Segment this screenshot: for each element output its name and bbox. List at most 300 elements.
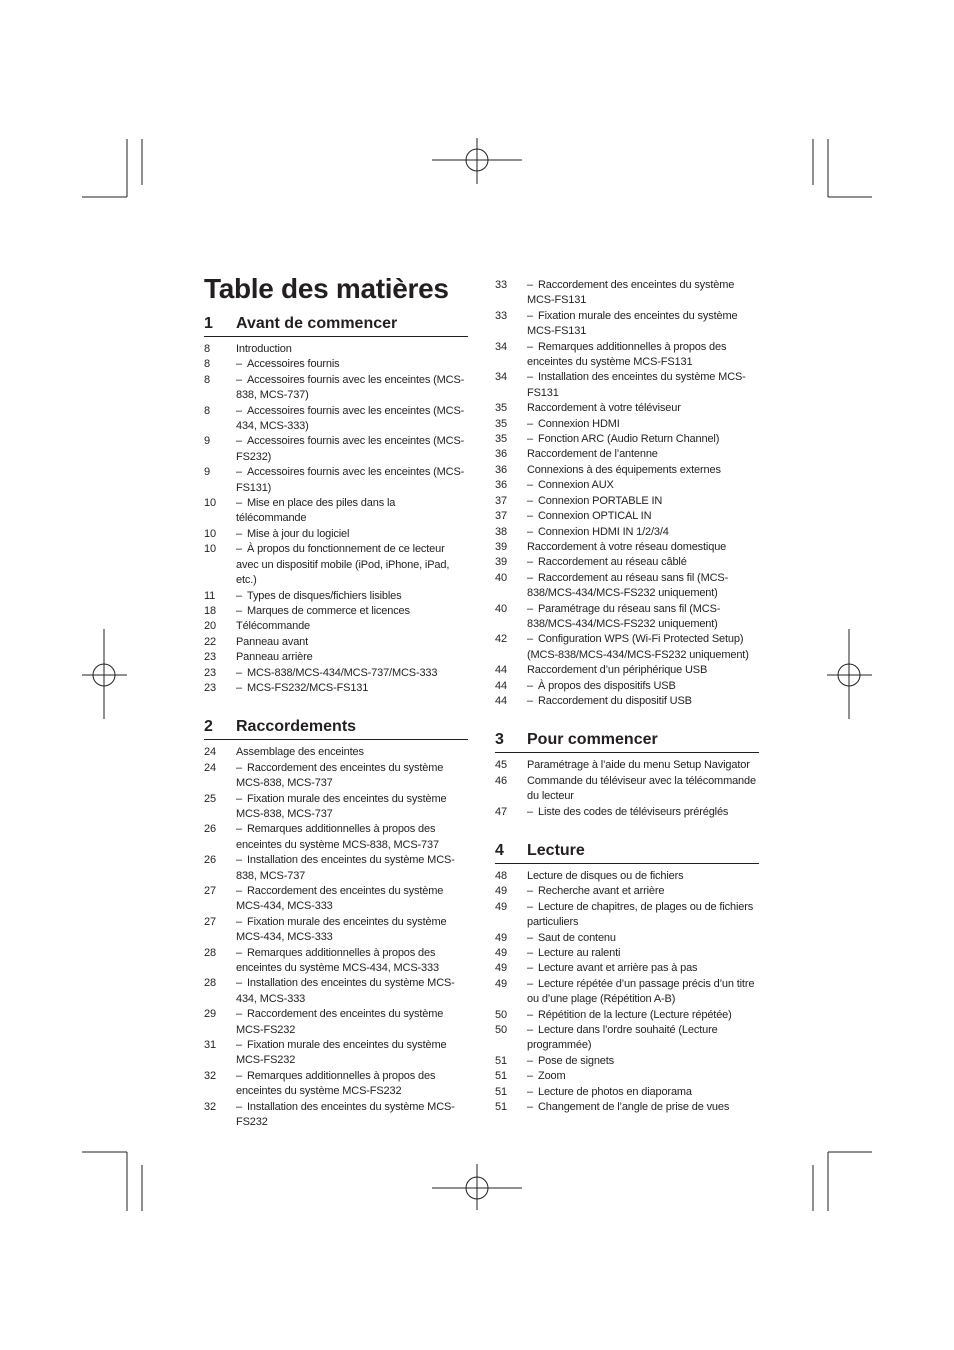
toc-entry xyxy=(204,884,468,915)
toc-entry-page: 51 xyxy=(495,1070,507,1083)
toc-entry-label: Connexion HDMI xyxy=(538,417,620,430)
toc-entry-text xyxy=(236,635,468,650)
sub-entry-dash: – xyxy=(236,854,242,867)
toc-entry-text xyxy=(527,463,759,478)
toc-entry-label: Installation des enceintes du système MCS-838, MCS-737 xyxy=(236,854,455,882)
toc-entry-text xyxy=(527,774,759,805)
toc-entry-page: 49 xyxy=(495,931,507,944)
toc-entry-page: 51 xyxy=(495,1085,507,1098)
page-title: Table des matières xyxy=(204,273,449,304)
toc-column-left xyxy=(204,313,468,1131)
sub-entry-dash: – xyxy=(236,527,242,540)
section-spacer xyxy=(495,709,759,729)
sub-entry-dash: – xyxy=(236,915,242,928)
toc-entry-text xyxy=(236,604,468,619)
toc-entry-text xyxy=(527,370,759,401)
toc-entry-text xyxy=(527,1023,759,1054)
toc-entry-page: 24 xyxy=(204,761,216,774)
toc-entry-page: 35 xyxy=(495,417,507,430)
sub-entry-dash: – xyxy=(527,694,533,707)
sub-entry-dash: – xyxy=(236,666,242,679)
toc-entry xyxy=(495,1069,759,1084)
sub-entry-dash: – xyxy=(236,977,242,990)
toc-entry-text xyxy=(236,619,468,634)
toc-entry-label: Raccordement de l’antenne xyxy=(527,448,658,461)
sub-entry-dash: – xyxy=(527,556,533,569)
toc-entry xyxy=(495,540,759,555)
toc-entry-label: Raccordement au réseau sans fil (MCS-838/MCS-434/MCS-FS232 uniquement) xyxy=(527,571,729,600)
toc-entry-label: Lecture au ralenti xyxy=(538,947,621,960)
section-number: 4 xyxy=(495,842,504,859)
toc-entry-label: Raccordement d’un périphérique USB xyxy=(527,664,708,677)
registration-mark-bottom xyxy=(432,1164,522,1210)
toc-entry-label: Installation des enceintes du système MCS-FS131 xyxy=(527,371,746,399)
toc-entry-text xyxy=(236,357,468,372)
toc-entry xyxy=(495,463,759,478)
toc-entry xyxy=(495,900,759,931)
toc-entry-text xyxy=(236,1069,468,1100)
toc-entry-page: 8 xyxy=(204,358,210,371)
sub-entry-dash: – xyxy=(236,373,242,386)
sub-entry-dash: – xyxy=(527,1085,533,1098)
toc-entry-text xyxy=(527,602,759,633)
toc-entry-text xyxy=(527,555,759,570)
toc-entry-text xyxy=(527,509,759,524)
sub-entry-dash: – xyxy=(527,433,533,446)
toc-entry xyxy=(204,404,468,435)
sub-entry-dash: – xyxy=(236,358,242,371)
sub-entry-dash: – xyxy=(527,962,533,975)
toc-entry xyxy=(204,946,468,977)
toc-section xyxy=(204,313,468,696)
toc-entry-page: 28 xyxy=(204,946,216,959)
toc-entry-page: 44 xyxy=(495,664,507,677)
sub-entry-dash: – xyxy=(527,805,533,818)
toc-entry-label: Raccordement à votre téléviseur xyxy=(527,402,681,415)
toc-entry-page: 44 xyxy=(495,694,507,707)
sub-entry-dash: – xyxy=(527,885,533,898)
toc-entry-page: 23 xyxy=(204,666,216,679)
toc-entry-label: Fonction ARC (Audio Return Channel) xyxy=(538,433,720,446)
section-title: Lecture xyxy=(527,842,585,859)
toc-entry-page: 49 xyxy=(495,977,507,990)
toc-entry-text xyxy=(236,1007,468,1038)
section-title: Raccordements xyxy=(236,718,357,736)
sub-entry-dash: – xyxy=(527,479,533,492)
toc-entry-text xyxy=(527,309,759,340)
sub-entry-dash: – xyxy=(236,761,242,774)
toc-entry-page: 44 xyxy=(495,679,507,692)
toc-entry-text xyxy=(236,496,468,527)
toc-entry xyxy=(495,370,759,401)
toc-entry-label: Changement de l’angle de prise de vues xyxy=(538,1101,730,1114)
toc-entry-label: Raccordement des enceintes du système MCS-FS131 xyxy=(527,279,735,307)
toc-entry-label: Remarques additionnelles à propos des enceintes du système MCS-434, MCS-333 xyxy=(236,946,439,975)
toc-entry-label: Commande du téléviseur avec la télécommande du lecteur xyxy=(527,774,756,803)
toc-entry-label: Raccordement des enceintes du système MCS-838, MCS-737 xyxy=(236,761,444,790)
toc-entry-page: 47 xyxy=(495,805,507,818)
toc-entry-text xyxy=(236,465,468,496)
section-title: Pour commencer xyxy=(527,731,658,749)
toc-entry-text xyxy=(527,340,759,371)
sub-entry-dash: – xyxy=(236,946,242,959)
toc-entry xyxy=(204,1100,468,1131)
toc-entry-page: 8 xyxy=(204,343,210,355)
sub-entry-dash: – xyxy=(527,510,533,523)
sub-entry-dash: – xyxy=(236,604,242,617)
toc-entry-label: Lecture dans l’ordre souhaité (Lecture programmée) xyxy=(527,1024,718,1052)
toc-entry-text xyxy=(236,884,468,915)
toc-entry-page: 8 xyxy=(204,404,210,417)
toc-entry-label: À propos du fonctionnement de ce lecteur avec un dispositif mobile (iPod, iPhone, iPad, etc.) xyxy=(236,543,450,587)
toc-entry xyxy=(204,1038,468,1069)
toc-entry-text xyxy=(236,976,468,1007)
toc-entry xyxy=(495,417,759,432)
toc-entry xyxy=(495,869,759,884)
toc-entry-text xyxy=(236,434,468,465)
toc-entry-page: 49 xyxy=(495,962,507,975)
toc-entry-page: 23 xyxy=(204,681,216,694)
toc-entry xyxy=(495,447,759,462)
toc-entry-text xyxy=(527,961,759,976)
toc-entry-page: 40 xyxy=(495,602,507,615)
toc-entry-label: Accessoires fournis avec les enceintes (MCS-FS232) xyxy=(236,435,465,463)
toc-entry xyxy=(495,774,759,805)
toc-entry-label: Raccordement des enceintes du système MCS-434, MCS-333 xyxy=(236,885,444,913)
toc-entry-page: 48 xyxy=(495,870,507,882)
sub-entry-dash: – xyxy=(527,1024,533,1037)
toc-entry-text xyxy=(527,525,759,540)
sub-entry-dash: – xyxy=(527,1101,533,1114)
toc-entry-label: MCS-838/MCS-434/MCS-737/MCS-333 xyxy=(247,666,438,679)
toc-entry-page: 49 xyxy=(495,900,507,913)
toc-entry-page: 51 xyxy=(495,1054,507,1067)
toc-entry-page: 33 xyxy=(495,279,507,291)
registration-mark-left xyxy=(82,629,127,719)
toc-entry xyxy=(495,694,759,709)
toc-entry-label: Types de disques/fichiers lisibles xyxy=(247,589,402,602)
toc-entry xyxy=(495,977,759,1008)
toc-entry-text xyxy=(527,1085,759,1100)
toc-entry xyxy=(204,542,468,588)
toc-entry-label: Remarques additionnelles à propos des enceintes du système MCS-FS232 xyxy=(236,1069,436,1098)
toc-entry-page: 38 xyxy=(495,525,507,538)
section-number: 2 xyxy=(204,718,213,736)
toc-entry-text xyxy=(236,681,468,696)
registration-mark-right xyxy=(827,629,872,719)
toc-entry xyxy=(204,681,468,696)
toc-entry-text xyxy=(527,869,759,884)
toc-entry-text xyxy=(527,632,759,663)
toc-entry-page: 20 xyxy=(204,620,216,633)
toc-entry-text xyxy=(527,663,759,678)
toc-entry-label: Fixation murale des enceintes du système MCS-434, MCS-333 xyxy=(236,915,447,944)
sub-entry-dash: – xyxy=(527,417,533,430)
toc-entry xyxy=(204,666,468,681)
sub-entry-dash: – xyxy=(236,497,242,510)
toc-entry-label: Raccordement au réseau câblé xyxy=(538,556,687,569)
toc-entry-page: 10 xyxy=(204,497,216,510)
toc-entry xyxy=(204,434,468,465)
toc-entry xyxy=(204,635,468,650)
toc-entry-label: Assemblage des enceintes xyxy=(236,746,364,759)
toc-entry-label: Lecture avant et arrière pas à pas xyxy=(538,962,698,975)
toc-entry-label: Connexion HDMI IN 1/2/3/4 xyxy=(538,525,669,538)
toc-column-right xyxy=(495,278,759,1116)
toc-entry-page: 29 xyxy=(204,1008,216,1021)
toc-entry-text xyxy=(236,946,468,977)
toc-entry-label: Installation des enceintes du système MCS-FS232 xyxy=(236,1100,455,1129)
toc-entry-text xyxy=(527,278,759,309)
toc-entry-page: 34 xyxy=(495,340,507,353)
toc-entry-page: 49 xyxy=(495,885,507,898)
toc-entry-page: 49 xyxy=(495,947,507,960)
toc-entry-label: Remarques additionnelles à propos des enceintes du système MCS-FS131 xyxy=(527,340,727,369)
sub-entry-dash: – xyxy=(527,1008,533,1021)
toc-entry-page: 11 xyxy=(204,589,216,602)
toc-entry-label: Pose de signets xyxy=(538,1054,615,1067)
toc-entry-label: Connexion PORTABLE IN xyxy=(538,494,663,507)
toc-entry-page: 45 xyxy=(495,759,507,772)
toc-entry-page: 33 xyxy=(495,309,507,322)
toc-entry xyxy=(204,465,468,496)
sub-entry-dash: – xyxy=(236,885,242,897)
toc-entry-text xyxy=(527,417,759,432)
toc-entry-label: Recherche avant et arrière xyxy=(538,885,665,898)
toc-entry-label: Mise à jour du logiciel xyxy=(247,527,350,540)
toc-entry-page: 36 xyxy=(495,479,507,492)
toc-entry-text xyxy=(236,589,468,604)
toc-entry-text xyxy=(236,527,468,542)
toc-entry xyxy=(495,309,759,340)
section-heading xyxy=(204,313,468,337)
toc-entry-page: 36 xyxy=(495,463,507,476)
toc-entry-text xyxy=(236,1038,468,1069)
toc-entry-text xyxy=(527,401,759,416)
toc-entry xyxy=(495,679,759,694)
toc-entry-page: 40 xyxy=(495,571,507,584)
section-spacer xyxy=(204,696,468,716)
toc-entry-text xyxy=(236,915,468,946)
toc-entry-page: 10 xyxy=(204,543,216,556)
toc-entry-text xyxy=(236,761,468,792)
toc-entry-page: 37 xyxy=(495,494,507,507)
sub-entry-dash: – xyxy=(236,589,242,602)
toc-entry-text xyxy=(236,666,468,681)
toc-entry xyxy=(204,342,468,357)
section-heading xyxy=(204,716,468,740)
sub-entry-dash: – xyxy=(527,1054,533,1067)
sub-entry-dash: – xyxy=(527,1070,533,1083)
sub-entry-dash: – xyxy=(527,371,533,384)
toc-entry-page: 46 xyxy=(495,774,507,787)
toc-entry-label: Lecture de photos en diaporama xyxy=(538,1085,692,1098)
sub-entry-dash: – xyxy=(527,931,533,944)
toc-entry xyxy=(204,357,468,372)
toc-section xyxy=(204,716,468,1130)
sub-entry-dash: – xyxy=(236,435,242,448)
toc-entry-page: 10 xyxy=(204,527,216,540)
toc-entry-text xyxy=(527,540,759,555)
toc-entry-label: Panneau arrière xyxy=(236,651,313,664)
toc-entry-text xyxy=(527,900,759,931)
section-spacer xyxy=(495,820,759,840)
toc-entry-text xyxy=(236,745,468,760)
toc-entry-text xyxy=(527,694,759,709)
toc-entry-label: Connexion AUX xyxy=(538,479,614,492)
toc-entry xyxy=(204,650,468,665)
toc-entry-page: 32 xyxy=(204,1069,216,1082)
sub-entry-dash: – xyxy=(236,792,242,805)
toc-entry xyxy=(495,509,759,524)
toc-entry-label: Fixation murale des enceintes du système MCS-FS131 xyxy=(527,309,738,338)
toc-entry-page: 39 xyxy=(495,540,507,553)
toc-entry-label: Connexions à des équipements externes xyxy=(527,463,721,476)
sub-entry-dash: – xyxy=(236,466,242,479)
toc-entry-label: Installation des enceintes du système MCS-434, MCS-333 xyxy=(236,977,455,1005)
toc-entry-label: Saut de contenu xyxy=(538,931,616,944)
toc-entry-text xyxy=(527,447,759,462)
toc-entry-label: Introduction xyxy=(236,343,292,355)
toc-entry-page: 18 xyxy=(204,604,216,617)
toc-entry-label: Paramétrage à l’aide du menu Setup Navigator xyxy=(527,759,750,772)
toc-entry-label: Lecture de disques ou de fichiers xyxy=(527,870,684,882)
toc-entry xyxy=(204,976,468,1007)
toc-entry xyxy=(204,915,468,946)
toc-entry-label: Répétition de la lecture (Lecture répétée) xyxy=(538,1008,732,1021)
section-number: 1 xyxy=(204,315,213,332)
toc-entry-text xyxy=(527,884,759,899)
toc-entry-text xyxy=(236,853,468,884)
toc-entry xyxy=(204,792,468,823)
toc-entry xyxy=(495,1085,759,1100)
toc-entry-page: 50 xyxy=(495,1008,507,1021)
sub-entry-dash: – xyxy=(527,309,533,322)
toc-entry xyxy=(495,602,759,633)
toc-entry xyxy=(495,494,759,509)
toc-entry-page: 42 xyxy=(495,633,507,646)
toc-entry-label: Marques de commerce et licences xyxy=(247,604,410,617)
toc-entry-page: 24 xyxy=(204,746,216,759)
toc-entry xyxy=(495,555,759,570)
toc-entry-text xyxy=(236,342,468,357)
toc-entry-page: 9 xyxy=(204,435,210,448)
sub-entry-dash: – xyxy=(236,404,242,417)
sub-entry-dash: – xyxy=(236,1008,242,1021)
toc-entry-text xyxy=(236,373,468,404)
toc-entry xyxy=(495,758,759,773)
toc-entry-page: 8 xyxy=(204,373,210,386)
toc-entry xyxy=(204,589,468,604)
toc-entry-label: Lecture de chapitres, de plages ou de fichiers particuliers xyxy=(527,900,754,929)
sub-entry-dash: – xyxy=(527,977,533,990)
sub-entry-dash: – xyxy=(236,1100,242,1113)
toc-entry-page: 25 xyxy=(204,792,216,805)
toc-entry-page: 9 xyxy=(204,466,210,479)
toc-entry-label: Connexion OPTICAL IN xyxy=(538,510,652,523)
sub-entry-dash: – xyxy=(527,571,533,584)
toc-entry xyxy=(204,745,468,760)
toc-entry-page: 51 xyxy=(495,1101,507,1114)
toc-entry-text xyxy=(527,494,759,509)
toc-entry-label: Raccordement du dispositif USB xyxy=(538,694,692,707)
toc-entry xyxy=(495,931,759,946)
toc-entry-text xyxy=(527,1100,759,1115)
section-number: 3 xyxy=(495,731,504,749)
toc-entry-page: 27 xyxy=(204,885,216,897)
toc-entry-label: Fixation murale des enceintes du système MCS-838, MCS-737 xyxy=(236,792,447,820)
toc-entry xyxy=(495,961,759,976)
toc-entry-text xyxy=(527,931,759,946)
section-title: Avant de commencer xyxy=(236,315,398,332)
toc-entry-text xyxy=(527,977,759,1008)
toc-entry xyxy=(204,853,468,884)
toc-entry-label: Accessoires fournis avec les enceintes (MCS-434, MCS-333) xyxy=(236,404,465,433)
toc-entry-page: 50 xyxy=(495,1024,507,1037)
section-heading xyxy=(495,840,759,864)
toc-entry-page: 35 xyxy=(495,402,507,415)
toc-entry-text xyxy=(527,571,759,602)
section-heading xyxy=(495,729,759,753)
registration-mark-top xyxy=(432,138,522,184)
sub-entry-dash: – xyxy=(236,823,242,836)
sub-entry-dash: – xyxy=(527,340,533,353)
toc-entry-label: Accessoires fournis avec les enceintes (MCS-FS131) xyxy=(236,466,465,494)
sub-entry-dash: – xyxy=(527,900,533,913)
toc-entry-label: À propos des dispositifs USB xyxy=(538,679,676,692)
sub-entry-dash: – xyxy=(236,1069,242,1082)
toc-entry-label: Configuration WPS (Wi-Fi Protected Setup) (MCS-838/MCS-434/MCS-FS232 uniquement) xyxy=(527,633,749,661)
toc-entry-page: 22 xyxy=(204,635,216,648)
toc-entry xyxy=(495,571,759,602)
toc-entry-text xyxy=(236,1100,468,1131)
toc-entry-label: Accessoires fournis avec les enceintes (MCS-838, MCS-737) xyxy=(236,373,465,402)
toc-entry-page: 37 xyxy=(495,510,507,523)
toc-entry-page: 31 xyxy=(204,1039,216,1052)
toc-entry-text xyxy=(527,1069,759,1084)
toc-entry xyxy=(495,478,759,493)
toc-entry-text xyxy=(527,432,759,447)
toc-entry-label: Remarques additionnelles à propos des enceintes du système MCS-838, MCS-737 xyxy=(236,823,439,851)
toc-entry-label: MCS-FS232/MCS-FS131 xyxy=(247,681,369,694)
toc-entry-page: 32 xyxy=(204,1100,216,1113)
toc-entry-label: Panneau avant xyxy=(236,635,309,648)
sub-entry-dash: – xyxy=(527,633,533,646)
toc-entry-text xyxy=(527,758,759,773)
sub-entry-dash: – xyxy=(527,279,533,291)
toc-entry-text xyxy=(527,805,759,820)
toc-entry xyxy=(495,1100,759,1115)
toc-entry-label: Raccordement des enceintes du système MCS-FS232 xyxy=(236,1008,444,1036)
toc-entry-text xyxy=(527,478,759,493)
sub-entry-dash: – xyxy=(236,681,242,694)
toc-entry-page: 28 xyxy=(204,977,216,990)
toc-entry-label: Lecture répétée d’un passage précis d’un titre ou d’une plage (Répétition A-B) xyxy=(527,977,755,1006)
toc-entry xyxy=(204,619,468,634)
toc-entry-label: Zoom xyxy=(538,1070,566,1083)
toc-entry-label: Fixation murale des enceintes du système MCS-FS232 xyxy=(236,1039,447,1067)
sub-entry-dash: – xyxy=(527,602,533,615)
toc-entry-page: 26 xyxy=(204,854,216,867)
toc-entry-page: 23 xyxy=(204,651,216,664)
sub-entry-dash: – xyxy=(527,494,533,507)
toc-entry-text xyxy=(236,650,468,665)
toc-entry xyxy=(495,525,759,540)
toc-entry xyxy=(495,278,759,309)
toc-entry xyxy=(495,946,759,961)
toc-entry-page: 36 xyxy=(495,448,507,461)
toc-entry xyxy=(204,496,468,527)
